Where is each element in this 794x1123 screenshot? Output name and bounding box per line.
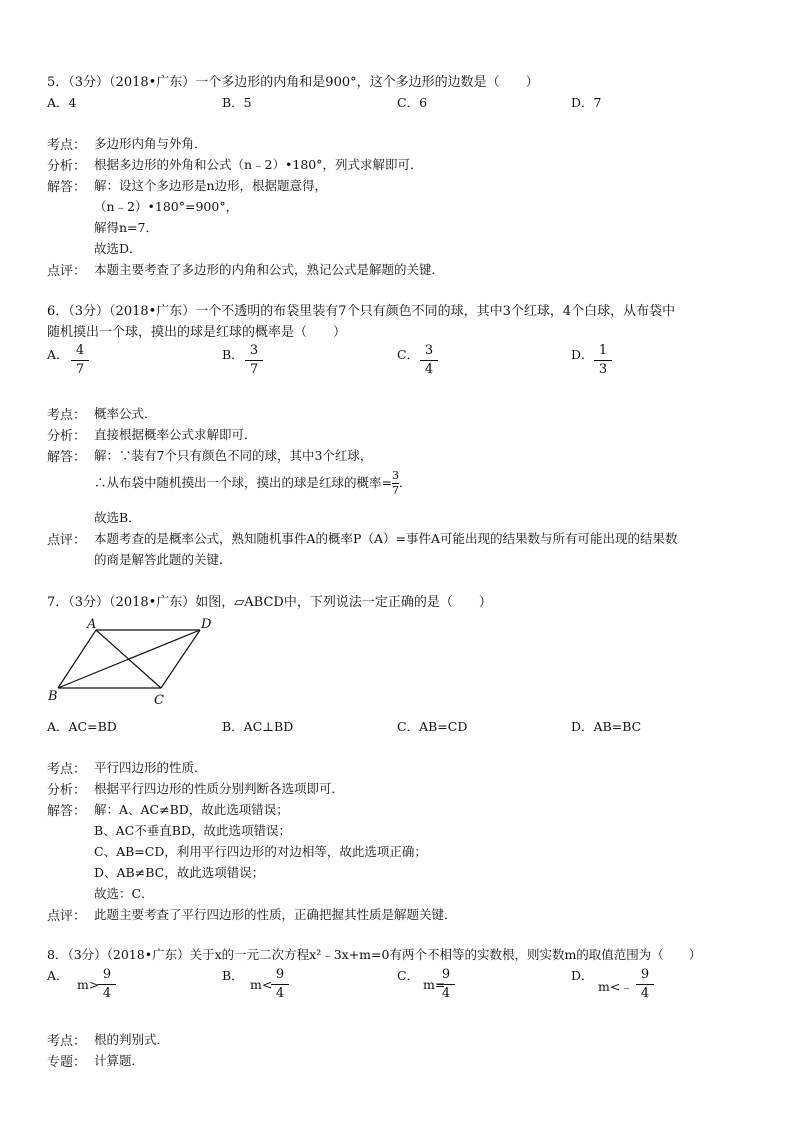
q7-jieda-label: 解答： bbox=[47, 804, 87, 819]
q7-jieda-line: C、AB=CD，利用平行四边形的对边相等，故此选项正确； bbox=[94, 844, 427, 859]
q8-option-b-letter: B． bbox=[222, 968, 244, 983]
q5-kaodian: 多边形内角与外角． bbox=[94, 136, 207, 151]
q8-kaodian-label: 考点： bbox=[47, 1034, 87, 1049]
q8-zhuanti: 计算题． bbox=[94, 1053, 145, 1068]
q6-kaodian-label: 考点： bbox=[47, 408, 87, 423]
q6-dianping-line1: 本题考查的是概率公式，熟知随机事件A的概率P（A）=事件A可能出现的结果数与所有可能出现的结果数 bbox=[94, 531, 678, 546]
q6-option-a-fraction: 4 7 bbox=[71, 343, 89, 378]
q7-option-c: C．AB=CD bbox=[397, 719, 468, 734]
q5-jieda-line: （n﹣2）•180°=900°， bbox=[94, 199, 239, 214]
q6-option-b-fraction: 3 7 bbox=[245, 343, 263, 378]
q6-kaodian: 概率公式． bbox=[94, 406, 157, 421]
q5-option-a: A．4 bbox=[47, 95, 77, 110]
q5-fenxi: 根据多边形的外角和公式（n﹣2）•180°，列式求解即可． bbox=[94, 157, 423, 172]
q5-jieda-label: 解答： bbox=[47, 180, 87, 195]
q7-jieda-line: D、AB≠BC，故此选项错误； bbox=[94, 865, 265, 880]
q5-kaodian-label: 考点： bbox=[47, 138, 87, 153]
q5-option-c: C．6 bbox=[397, 95, 428, 110]
q5-option-b: B．5 bbox=[222, 95, 252, 110]
q5-jieda-line: 解得n=7． bbox=[94, 220, 158, 235]
q8-option-c-letter: C． bbox=[397, 968, 420, 983]
q5-stem: 5．（3分）（2018•广东）一个多边形的内角和是900°，这个多边形的边数是（ ） bbox=[47, 75, 539, 90]
q6-jieda-fraction: $\frac{3}{7}$ bbox=[391, 469, 399, 497]
q6-jieda-line: 解：∵装有7个只有颜色不同的球，其中3个红球， bbox=[94, 448, 373, 463]
q7-kaodian-label: 考点： bbox=[47, 762, 87, 777]
q6-stem-line1: 6．（3分）（2018•广东）一个不透明的布袋里装有7个只有颜色不同的球，其中3个红球，4个白球，从布袋中 bbox=[47, 304, 676, 319]
q5-dianping-label: 点评： bbox=[47, 264, 87, 279]
q8-option-b-fraction: 9 4 bbox=[271, 967, 289, 1002]
q7-option-d: D．AB=BC bbox=[571, 719, 642, 734]
q8-option-d-letter: D． bbox=[571, 968, 594, 983]
q6-fenxi: 直接根据概率公式求解即可． bbox=[94, 427, 257, 442]
vertex-label-c: C bbox=[154, 693, 164, 708]
vertex-label-a: A bbox=[87, 617, 97, 632]
q5-option-d: D．7 bbox=[571, 95, 602, 110]
q6-dianping-line2: 的商是解答此题的关键． bbox=[94, 552, 232, 567]
q7-jieda-line: 解：A、AC≠BD，故此选项错误； bbox=[94, 802, 289, 817]
vertex-label-d: D bbox=[201, 617, 212, 632]
q6-jieda-label: 解答： bbox=[47, 450, 87, 465]
q7-option-a: A．AC=BD bbox=[47, 719, 117, 734]
edge-dc bbox=[161, 630, 200, 688]
q8-option-d-fraction: 9 4 bbox=[636, 967, 654, 1002]
q5-jieda-line: 解：设这个多边形是n边形，根据题意得， bbox=[94, 178, 328, 193]
q8-option-a-prefix: m> bbox=[77, 977, 100, 992]
q7-fenxi: 根据平行四边形的性质分别判断各选项即可． bbox=[94, 781, 345, 796]
q6-jieda-line: ∴从布袋中随机摸出一个球，摸出的球是红球的概率= $\frac{3}{7}$ ． bbox=[94, 469, 412, 497]
q6-dianping-label: 点评： bbox=[47, 533, 87, 548]
q7-jieda-line: B、AC不垂直BD，故此选项错误； bbox=[94, 823, 291, 838]
q5-fenxi-label: 分析： bbox=[47, 159, 87, 174]
edge-ba bbox=[58, 630, 96, 688]
q8-option-b-prefix: m< bbox=[250, 977, 273, 992]
q6-option-d-fraction: 1 3 bbox=[594, 343, 612, 378]
q6-stem-line2: 随机摸出一个球，摸出的球是红球的概率是（ ） bbox=[47, 325, 347, 340]
q7-jieda-line: 故选：C． bbox=[94, 886, 154, 901]
q6-option-a-letter: A． bbox=[47, 347, 69, 362]
q5-jieda-line: 故选D． bbox=[94, 241, 142, 256]
q7-stem: 7．（3分）（2018•广东）如图，▱ABCD中，下列说法一定正确的是（ ） bbox=[47, 595, 492, 610]
q6-jieda-line: 故选B． bbox=[94, 510, 141, 525]
q6-option-b-letter: B． bbox=[222, 347, 244, 362]
q6-option-c-fraction: 3 4 bbox=[420, 343, 438, 378]
vertex-label-b: B bbox=[48, 689, 58, 704]
q8-option-c-prefix: m= bbox=[423, 977, 446, 992]
diagonal-bd bbox=[58, 630, 200, 688]
q8-kaodian: 根的判别式． bbox=[94, 1032, 170, 1047]
q8-stem: 8．（3分）（2018•广东）关于x的一元二次方程x²﹣3x+m=0有两个不相等的实数根，则实数m的取值范围为（ ） bbox=[47, 947, 702, 962]
q8-option-d-prefix: m<﹣ bbox=[598, 979, 633, 994]
q8-zhuanti-label: 专题： bbox=[47, 1055, 87, 1070]
q7-parallelogram-figure bbox=[40, 612, 230, 712]
q7-dianping-label: 点评： bbox=[47, 909, 87, 924]
q6-option-c-letter: C． bbox=[397, 347, 420, 362]
q7-option-b: B．AC⊥BD bbox=[222, 719, 294, 734]
q7-kaodian: 平行四边形的性质． bbox=[94, 760, 207, 775]
q6-fenxi-label: 分析： bbox=[47, 429, 87, 444]
q5-dianping: 本题主要考查了多边形的内角和公式，熟记公式是解题的关键． bbox=[94, 262, 445, 277]
q8-option-c-fraction: 9 4 bbox=[437, 967, 455, 1002]
q7-dianping: 此题主要考查了平行四边形的性质，正确把握其性质是解题关键． bbox=[94, 907, 457, 922]
q7-fenxi-label: 分析： bbox=[47, 783, 87, 798]
q6-option-d-letter: D． bbox=[571, 347, 594, 362]
q8-option-a-letter: A． bbox=[47, 968, 69, 983]
q8-option-a-fraction: 9 4 bbox=[98, 967, 116, 1002]
